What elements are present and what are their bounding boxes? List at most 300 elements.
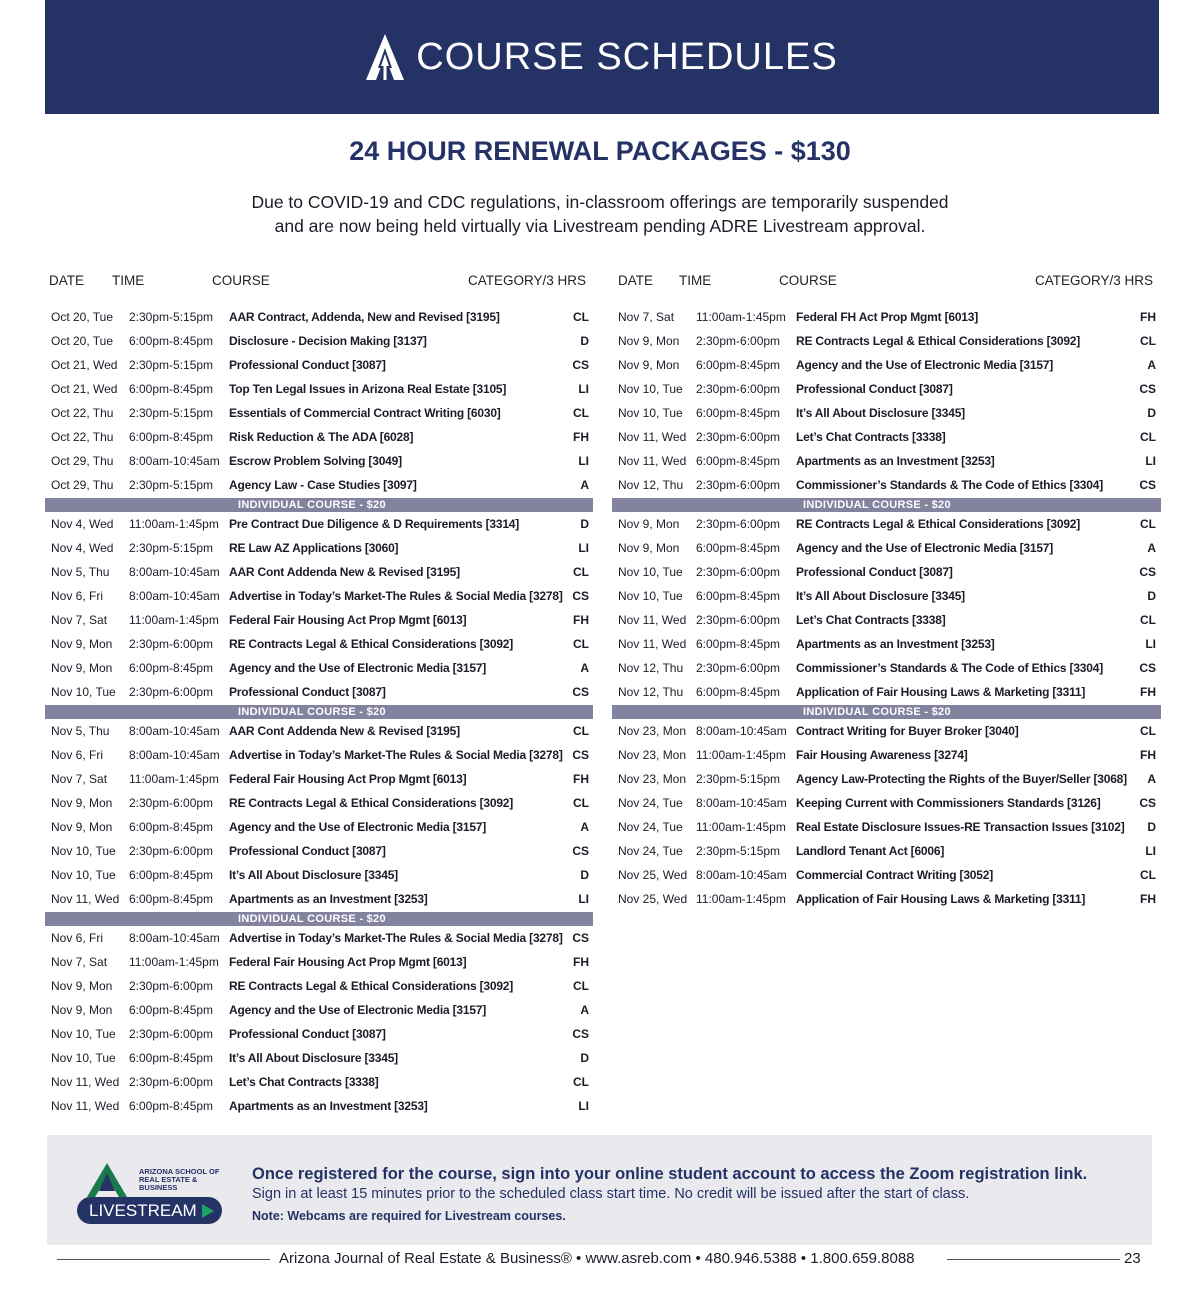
schedule-category: FH — [573, 430, 589, 444]
schedule-course: Commissioner’s Standards & The Code of Ethics [3304] — [796, 661, 1104, 675]
schedule-row — [45, 815, 593, 839]
schedule-time: 2:30pm-6:00pm — [696, 382, 781, 396]
schedule-time: 2:30pm-6:00pm — [129, 844, 214, 858]
schedule-category: FH — [573, 772, 589, 786]
schedule-date: Nov 7, Sat — [618, 310, 675, 324]
schedule-category: CL — [573, 565, 589, 579]
schedule-course: Advertise in Today’s Market-The Rules & Social Media [3278] — [229, 748, 563, 762]
schedule-time: 2:30pm-6:00pm — [129, 1027, 214, 1041]
schedule-time: 8:00am-10:45am — [696, 868, 787, 882]
schedule-category: CS — [1139, 478, 1156, 492]
schedule-category: CS — [572, 589, 589, 603]
schedule-row — [612, 863, 1161, 887]
schedule-date: Nov 10, Tue — [618, 382, 683, 396]
schedule-course: Apartments as an Investment [3253] — [796, 637, 995, 651]
header-time: TIME — [679, 273, 712, 288]
schedule-row — [612, 353, 1161, 377]
schedule-course: Federal Fair Housing Act Prop Mgmt [6013] — [229, 613, 467, 627]
schedule-date: Nov 11, Wed — [51, 1099, 120, 1113]
schedule-category: CS — [1139, 796, 1156, 810]
schedule-category: LI — [578, 1099, 589, 1113]
schedule-row — [45, 887, 593, 911]
schedule-date: Oct 29, Thu — [51, 478, 114, 492]
schedule-row — [45, 656, 593, 680]
schedule-category: CS — [572, 685, 589, 699]
schedule-row — [45, 536, 593, 560]
schedule-date: Nov 23, Mon — [618, 724, 687, 738]
schedule-date: Nov 9, Mon — [51, 661, 113, 675]
schedule-category: CS — [572, 358, 589, 372]
schedule-date: Nov 4, Wed — [51, 541, 114, 555]
schedule-category: CL — [573, 406, 589, 420]
schedule-category: D — [580, 517, 589, 531]
schedule-course: Professional Conduct [3087] — [796, 565, 953, 579]
schedule-row — [612, 425, 1161, 449]
schedule-date: Nov 10, Tue — [51, 868, 116, 882]
individual-course-label: INDIVIDUAL COURSE - $20 — [803, 706, 951, 718]
schedule-date: Nov 12, Thu — [618, 661, 684, 675]
schedule-row — [45, 425, 593, 449]
schedule-time: 2:30pm-6:00pm — [696, 430, 781, 444]
schedule-course: It’s All About Disclosure [3345] — [229, 1051, 398, 1065]
schedule-date: Nov 10, Tue — [618, 406, 683, 420]
schedule-category: CL — [1140, 517, 1156, 531]
footer-rule-right — [947, 1259, 1120, 1260]
schedule-category: D — [1147, 589, 1156, 603]
mountain-logo-icon — [366, 34, 404, 80]
schedule-date: Nov 10, Tue — [51, 1051, 116, 1065]
schedule-category: FH — [1140, 310, 1156, 324]
schedule-course: It’s All About Disclosure [3345] — [796, 589, 965, 603]
schedule-date: Nov 10, Tue — [51, 844, 116, 858]
schedule-course: Agency and the Use of Electronic Media [3157] — [229, 820, 487, 834]
header-time: TIME — [112, 273, 145, 288]
schedule-date: Oct 22, Thu — [51, 406, 114, 420]
schedule-course: Escrow Problem Solving [3049] — [229, 454, 402, 468]
schedule-category: A — [580, 820, 589, 834]
schedule-row — [45, 680, 593, 704]
schedule-row — [612, 719, 1161, 743]
notice-line-2: and are now being held virtually via Livestream pending ADRE Livestream approval. — [274, 216, 926, 236]
schedule-category: CS — [572, 931, 589, 945]
schedule-date: Oct 20, Tue — [51, 310, 114, 324]
schedule-category: LI — [578, 541, 589, 555]
schedule-course: Landlord Tenant Act [6006] — [796, 844, 945, 858]
schedule-time: 2:30pm-5:15pm — [129, 358, 214, 372]
schedule-time: 6:00pm-8:45pm — [696, 541, 781, 555]
schedule-category: FH — [573, 613, 589, 627]
schedule-course: It’s All About Disclosure [3345] — [229, 868, 398, 882]
schedule-category: CL — [573, 1075, 589, 1089]
schedule-course: Essentials of Commercial Contract Writing [6030] — [229, 406, 501, 420]
individual-course-label: INDIVIDUAL COURSE - $20 — [238, 706, 386, 718]
schedule-row — [45, 974, 593, 998]
schedule-time: 2:30pm-5:15pm — [696, 772, 781, 786]
schedule-row — [612, 815, 1161, 839]
schedule-course: Commissioner’s Standards & The Code of Ethics [3304] — [796, 478, 1104, 492]
schedule-time: 11:00am-1:45pm — [129, 613, 219, 627]
schedule-row — [45, 473, 593, 497]
schedule-time: 2:30pm-6:00pm — [129, 685, 214, 699]
school-logo — [77, 1163, 222, 1225]
schedule-date: Oct 21, Wed — [51, 358, 118, 372]
schedule-course: Agency Law - Case Studies [3097] — [229, 478, 417, 492]
schedule-category: FH — [1140, 748, 1156, 762]
schedule-time: 8:00am-10:45am — [129, 454, 220, 468]
schedule-time: 8:00am-10:45am — [129, 724, 220, 738]
schedule-time: 2:30pm-5:15pm — [129, 541, 214, 555]
schedule-course: Real Estate Disclosure Issues-RE Transaction Issues [3102] — [796, 820, 1125, 834]
schedule-category: FH — [1140, 892, 1156, 906]
schedule-date: Nov 9, Mon — [618, 517, 680, 531]
schedule-date: Nov 9, Mon — [51, 637, 113, 651]
schedule-time: 6:00pm-8:45pm — [129, 1099, 214, 1113]
schedule-category: FH — [1140, 685, 1156, 699]
schedule-date: Nov 6, Fri — [51, 748, 104, 762]
schedule-date: Nov 6, Fri — [51, 589, 104, 603]
schedule-category: A — [1147, 358, 1156, 372]
right-column-header — [618, 271, 1163, 291]
schedule-course: RE Contracts Legal & Ethical Considerations [3092] — [229, 796, 514, 810]
schedule-category: CS — [1139, 565, 1156, 579]
schedule-category: CL — [1140, 868, 1156, 882]
schedule-time: 2:30pm-6:00pm — [129, 796, 214, 810]
schedule-course: Apartments as an Investment [3253] — [229, 1099, 428, 1113]
schedule-row — [612, 608, 1161, 632]
schedule-category: A — [580, 661, 589, 675]
schedule-row — [612, 887, 1161, 911]
schedule-row — [45, 632, 593, 656]
webcam-note: Note: Webcams are required for Livestream courses. — [252, 1209, 566, 1223]
schedule-date: Nov 9, Mon — [51, 1003, 113, 1017]
schedule-course: Fair Housing Awareness [3274] — [796, 748, 968, 762]
schedule-course: Risk Reduction & The ADA [6028] — [229, 430, 414, 444]
schedule-course: Let’s Chat Contracts [3338] — [796, 613, 946, 627]
covid-notice — [0, 190, 1200, 238]
schedule-time: 8:00am-10:45am — [129, 748, 220, 762]
schedule-row — [45, 719, 593, 743]
schedule-time: 6:00pm-8:45pm — [129, 820, 214, 834]
schedule-category: FH — [573, 955, 589, 969]
individual-course-bar — [45, 498, 593, 512]
schedule-category: LI — [1145, 454, 1156, 468]
schedule-course: Apartments as an Investment [3253] — [796, 454, 995, 468]
schedule-time: 6:00pm-8:45pm — [129, 1003, 214, 1017]
schedule-date: Nov 9, Mon — [618, 334, 680, 348]
header-date: DATE — [49, 273, 85, 288]
schedule-category: D — [1147, 406, 1156, 420]
schedule-date: Oct 29, Thu — [51, 454, 114, 468]
schedule-row — [45, 839, 593, 863]
header-course: COURSE — [212, 273, 270, 288]
schedule-course: Application of Fair Housing Laws & Marketing [3311] — [796, 685, 1086, 699]
schedule-course: Professional Conduct [3087] — [229, 844, 386, 858]
schedule-time: 2:30pm-5:15pm — [129, 406, 214, 420]
header-date: DATE — [618, 273, 654, 288]
schedule-row — [45, 1022, 593, 1046]
schedule-row — [612, 449, 1161, 473]
schedule-time: 6:00pm-8:45pm — [129, 1051, 214, 1065]
schedule-course: RE Law AZ Applications [3060] — [229, 541, 399, 555]
schedule-date: Nov 12, Thu — [618, 685, 684, 699]
schedule-row — [45, 767, 593, 791]
schedule-time: 2:30pm-6:00pm — [696, 661, 781, 675]
left-schedule-table — [45, 305, 593, 1118]
schedule-course: Professional Conduct [3087] — [229, 358, 386, 372]
schedule-date: Nov 9, Mon — [51, 979, 113, 993]
livestream-badge — [77, 1197, 222, 1224]
header-course: COURSE — [779, 273, 837, 288]
schedule-date: Nov 10, Tue — [618, 589, 683, 603]
schedule-time: 2:30pm-6:00pm — [696, 517, 781, 531]
schedule-row — [612, 839, 1161, 863]
schedule-course: AAR Cont Addenda New & Revised [3195] — [229, 565, 460, 579]
schedule-time: 11:00am-1:45pm — [129, 517, 219, 531]
page-footer — [0, 1250, 1200, 1270]
schedule-category: CL — [573, 979, 589, 993]
individual-course-label: INDIVIDUAL COURSE - $20 — [238, 913, 386, 925]
schedule-course: Agency Law-Protecting the Rights of the Buyer/Seller [3068] — [796, 772, 1127, 786]
schedule-course: RE Contracts Legal & Ethical Considerations [3092] — [229, 637, 514, 651]
schedule-row — [45, 377, 593, 401]
schedule-course: Federal FH Act Prop Mgmt [6013] — [796, 310, 979, 324]
schedule-time: 11:00am-1:45pm — [696, 748, 786, 762]
schedule-category: D — [580, 868, 589, 882]
schedule-category: LI — [1145, 637, 1156, 651]
schedule-category: CL — [1140, 334, 1156, 348]
schedule-category: CS — [1139, 382, 1156, 396]
schedule-category: CS — [572, 1027, 589, 1041]
schedule-course: RE Contracts Legal & Ethical Considerations [3092] — [796, 334, 1081, 348]
schedule-row — [45, 353, 593, 377]
schedule-course: Federal Fair Housing Act Prop Mgmt [6013] — [229, 955, 467, 969]
left-column-header — [49, 271, 594, 291]
schedule-category: CL — [573, 724, 589, 738]
schedule-row — [612, 743, 1161, 767]
schedule-course: Commercial Contract Writing [3052] — [796, 868, 994, 882]
schedule-course: Application of Fair Housing Laws & Marketing [3311] — [796, 892, 1086, 906]
schedule-date: Nov 11, Wed — [618, 454, 687, 468]
schedule-time: 8:00am-10:45am — [696, 724, 787, 738]
schedule-course: Contract Writing for Buyer Broker [3040] — [796, 724, 1019, 738]
schedule-date: Oct 20, Tue — [51, 334, 114, 348]
footer-rule-left — [57, 1259, 270, 1260]
footer-contact: Arizona Journal of Real Estate & Business® • www.asreb.com • 480.946.5388 • 1.800.659.8088 — [279, 1250, 915, 1267]
schedule-time: 2:30pm-6:00pm — [129, 1075, 214, 1089]
schedule-course: Top Ten Legal Issues in Arizona Real Estate [3105] — [229, 382, 507, 396]
schedule-course: AAR Contract, Addenda, New and Revised [3195] — [229, 310, 500, 324]
schedule-date: Nov 9, Mon — [51, 820, 113, 834]
schedule-row — [45, 743, 593, 767]
schedule-time: 6:00pm-8:45pm — [696, 637, 781, 651]
schedule-time: 6:00pm-8:45pm — [129, 334, 214, 348]
schedule-category: D — [580, 334, 589, 348]
individual-course-label: INDIVIDUAL COURSE - $20 — [238, 499, 386, 511]
schedule-course: Disclosure - Decision Making [3137] — [229, 334, 427, 348]
schedule-category: CL — [573, 310, 589, 324]
schedule-category: CL — [573, 796, 589, 810]
schedule-date: Nov 10, Tue — [51, 685, 116, 699]
schedule-date: Nov 7, Sat — [51, 772, 108, 786]
schedule-course: Agency and the Use of Electronic Media [3157] — [796, 541, 1054, 555]
schedule-row — [45, 950, 593, 974]
schedule-category: LI — [578, 382, 589, 396]
individual-course-bar — [612, 498, 1161, 512]
schedule-category: A — [1147, 541, 1156, 555]
schedule-course: RE Contracts Legal & Ethical Considerations [3092] — [229, 979, 514, 993]
schedule-time: 6:00pm-8:45pm — [696, 685, 781, 699]
school-mountain-icon — [87, 1163, 127, 1197]
schedule-date: Nov 23, Mon — [618, 748, 687, 762]
school-name: ARIZONA SCHOOL OF REAL ESTATE & BUSINESS — [139, 1167, 220, 1192]
schedule-row — [45, 926, 593, 950]
schedule-date: Nov 7, Sat — [51, 955, 108, 969]
individual-course-label: INDIVIDUAL COURSE - $20 — [803, 499, 951, 511]
schedule-row — [45, 512, 593, 536]
schedule-date: Nov 5, Thu — [51, 724, 110, 738]
livestream-info-box — [47, 1135, 1152, 1245]
schedule-date: Nov 4, Wed — [51, 517, 114, 531]
schedule-course: Apartments as an Investment [3253] — [229, 892, 428, 906]
schedule-row — [45, 791, 593, 815]
schedule-row — [45, 1094, 593, 1118]
schedule-course: Let’s Chat Contracts [3338] — [796, 430, 946, 444]
schedule-course: Advertise in Today’s Market-The Rules & Social Media [3278] — [229, 589, 563, 603]
schedule-date: Nov 9, Mon — [618, 541, 680, 555]
schedule-date: Nov 11, Wed — [618, 613, 687, 627]
individual-course-bar — [612, 705, 1161, 719]
schedule-time: 2:30pm-5:15pm — [129, 310, 214, 324]
schedule-time: 8:00am-10:45am — [696, 796, 787, 810]
schedule-time: 6:00pm-8:45pm — [129, 868, 214, 882]
schedule-row — [612, 767, 1161, 791]
right-schedule-table — [612, 305, 1161, 911]
schedule-course: Agency and the Use of Electronic Media [3157] — [229, 661, 487, 675]
schedule-time: 2:30pm-6:00pm — [129, 979, 214, 993]
schedule-course: Federal Fair Housing Act Prop Mgmt [6013] — [229, 772, 467, 786]
schedule-time: 2:30pm-6:00pm — [129, 637, 214, 651]
schedule-time: 2:30pm-6:00pm — [696, 565, 781, 579]
header-banner — [45, 0, 1159, 114]
schedule-row — [45, 863, 593, 887]
schedule-row — [612, 680, 1161, 704]
schedule-date: Nov 10, Tue — [51, 1027, 116, 1041]
schedule-row — [612, 305, 1161, 329]
schedule-row — [45, 1046, 593, 1070]
schedule-row — [45, 584, 593, 608]
schedule-course: It’s All About Disclosure [3345] — [796, 406, 965, 420]
schedule-category: A — [580, 478, 589, 492]
schedule-category: A — [580, 1003, 589, 1017]
schedule-category: CS — [572, 844, 589, 858]
schedule-time: 2:30pm-5:15pm — [129, 478, 214, 492]
schedule-time: 6:00pm-8:45pm — [696, 454, 781, 468]
schedule-date: Nov 9, Mon — [618, 358, 680, 372]
schedule-time: 6:00pm-8:45pm — [696, 589, 781, 603]
schedule-date: Nov 24, Tue — [618, 844, 683, 858]
schedule-row — [612, 791, 1161, 815]
schedule-category: A — [1147, 772, 1156, 786]
schedule-time: 8:00am-10:45am — [129, 931, 220, 945]
schedule-date: Nov 25, Wed — [618, 892, 688, 906]
registration-instructions: Once registered for the course, sign into your online student account to access the Zoom registration link. — [252, 1165, 1088, 1183]
notice-line-1: Due to COVID-19 and CDC regulations, in-classroom offerings are temporarily suspended — [251, 192, 949, 212]
schedule-row — [612, 401, 1161, 425]
schedule-date: Nov 11, Wed — [51, 1075, 120, 1089]
header-category: CATEGORY/3 HRS — [468, 273, 587, 288]
schedule-row — [45, 305, 593, 329]
schedule-date: Nov 5, Thu — [51, 565, 110, 579]
schedule-time: 6:00pm-8:45pm — [129, 661, 214, 675]
schedule-date: Nov 25, Wed — [618, 868, 688, 882]
schedule-date: Nov 12, Thu — [618, 478, 684, 492]
schedule-course: Agency and the Use of Electronic Media [3157] — [796, 358, 1054, 372]
schedule-category: CL — [573, 637, 589, 651]
schedule-course: Advertise in Today’s Market-The Rules & Social Media [3278] — [229, 931, 563, 945]
schedule-row — [45, 329, 593, 353]
schedule-row — [45, 608, 593, 632]
schedule-date: Nov 11, Wed — [618, 430, 687, 444]
schedule-time: 11:00am-1:45pm — [696, 892, 786, 906]
schedule-time: 6:00pm-8:45pm — [129, 430, 214, 444]
schedule-course: AAR Cont Addenda New & Revised [3195] — [229, 724, 460, 738]
schedule-row — [612, 560, 1161, 584]
schedule-date: Nov 24, Tue — [618, 796, 683, 810]
schedule-category: LI — [578, 454, 589, 468]
header-category: CATEGORY/3 HRS — [1035, 273, 1154, 288]
schedule-time: 2:30pm-6:00pm — [696, 334, 781, 348]
schedule-category: CL — [1140, 430, 1156, 444]
schedule-course: Keeping Current with Commissioners Standards [3126] — [796, 796, 1101, 810]
schedule-category: D — [580, 1051, 589, 1065]
schedule-row — [45, 998, 593, 1022]
schedule-date: Oct 21, Wed — [51, 382, 118, 396]
schedule-time: 11:00am-1:45pm — [129, 772, 219, 786]
schedule-row — [612, 473, 1161, 497]
schedule-category: LI — [578, 892, 589, 906]
individual-course-bar — [45, 705, 593, 719]
schedule-time: 6:00pm-8:45pm — [129, 382, 214, 396]
schedule-row — [612, 512, 1161, 536]
schedule-row — [45, 560, 593, 584]
schedule-row — [612, 632, 1161, 656]
schedule-course: Professional Conduct [3087] — [229, 685, 386, 699]
schedule-date: Nov 6, Fri — [51, 931, 104, 945]
schedule-course: Professional Conduct [3087] — [796, 382, 953, 396]
livestream-label: LIVESTREAM — [89, 1201, 197, 1220]
schedule-course: Pre Contract Due Diligence & D Requirements [3314] — [229, 517, 520, 531]
schedule-time: 11:00am-1:45pm — [129, 955, 219, 969]
schedule-row — [612, 329, 1161, 353]
schedule-row — [45, 401, 593, 425]
schedule-time: 8:00am-10:45am — [129, 589, 220, 603]
individual-course-bar — [45, 912, 593, 926]
schedule-date: Nov 9, Mon — [51, 796, 113, 810]
schedule-course: RE Contracts Legal & Ethical Considerations [3092] — [796, 517, 1081, 531]
schedule-time: 6:00pm-8:45pm — [696, 406, 781, 420]
schedule-course: Agency and the Use of Electronic Media [3157] — [229, 1003, 487, 1017]
schedule-date: Nov 23, Mon — [618, 772, 687, 786]
schedule-category: CL — [1140, 724, 1156, 738]
schedule-row — [612, 584, 1161, 608]
schedule-category: D — [1147, 820, 1156, 834]
schedule-date: Nov 11, Wed — [618, 637, 687, 651]
page-title: COURSE SCHEDULES — [416, 35, 838, 78]
schedule-course: Professional Conduct [3087] — [229, 1027, 386, 1041]
schedule-date: Nov 7, Sat — [51, 613, 108, 627]
schedule-time: 11:00am-1:45pm — [696, 820, 786, 834]
schedule-category: LI — [1145, 844, 1156, 858]
